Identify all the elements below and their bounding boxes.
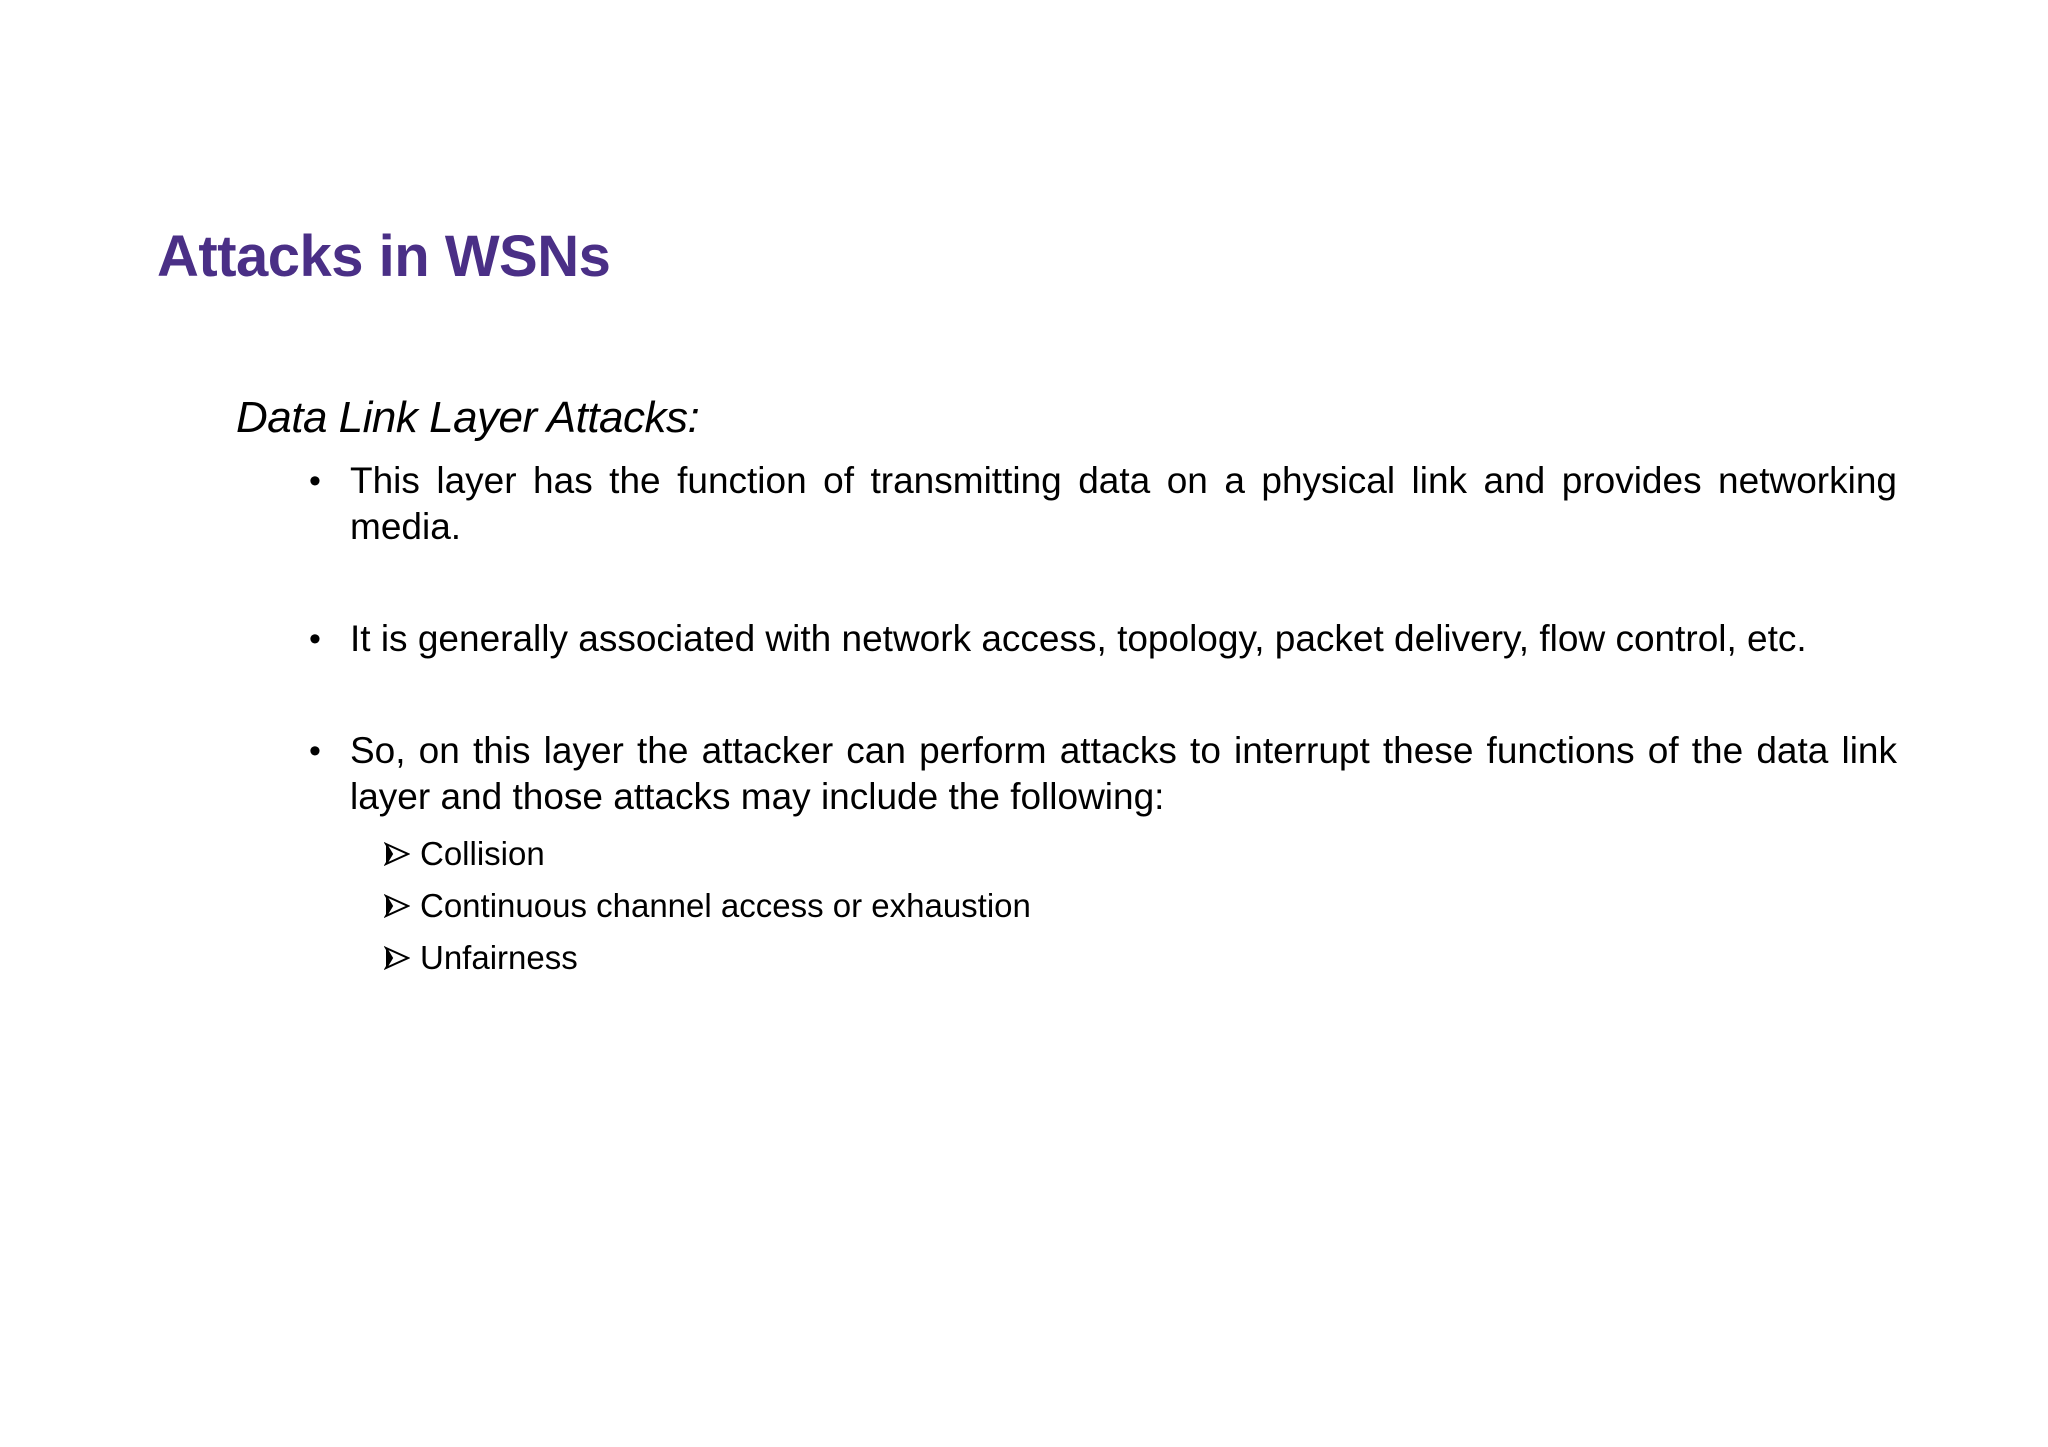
bullet-text: This layer has the function of transmitting data on a physical link and provides networking media. bbox=[350, 460, 1897, 547]
bullet-list bbox=[306, 458, 1897, 984]
attack-item-exhaustion bbox=[384, 880, 1897, 932]
bullet-dot-icon: • bbox=[309, 462, 321, 500]
bullet-item bbox=[306, 458, 1897, 550]
bullet-text: So, on this layer the attacker can perform attacks to interrupt these functions of the data link layer and those attacks may include the following: bbox=[350, 730, 1897, 817]
arrowhead-bullet-icon bbox=[384, 946, 410, 970]
slide-title: Attacks in WSNs bbox=[157, 224, 611, 289]
attack-item-collision bbox=[384, 828, 1897, 880]
attack-list bbox=[350, 828, 1897, 984]
section-subheading: Data Link Layer Attacks: bbox=[236, 393, 700, 442]
bullet-item bbox=[306, 616, 1897, 662]
attack-item-label: Unfairness bbox=[420, 939, 578, 976]
attack-item-unfairness bbox=[384, 932, 1897, 984]
bullet-text: It is generally associated with network access, topology, packet delivery, flow control, etc. bbox=[350, 618, 1807, 659]
attack-item-label: Continuous channel access or exhaustion bbox=[420, 887, 1031, 924]
arrowhead-bullet-icon bbox=[384, 894, 410, 918]
bullet-dot-icon: • bbox=[309, 620, 321, 658]
arrowhead-bullet-icon bbox=[384, 842, 410, 866]
bullet-dot-icon: • bbox=[309, 732, 321, 770]
bullet-item bbox=[306, 728, 1897, 984]
attack-item-label: Collision bbox=[420, 835, 545, 872]
